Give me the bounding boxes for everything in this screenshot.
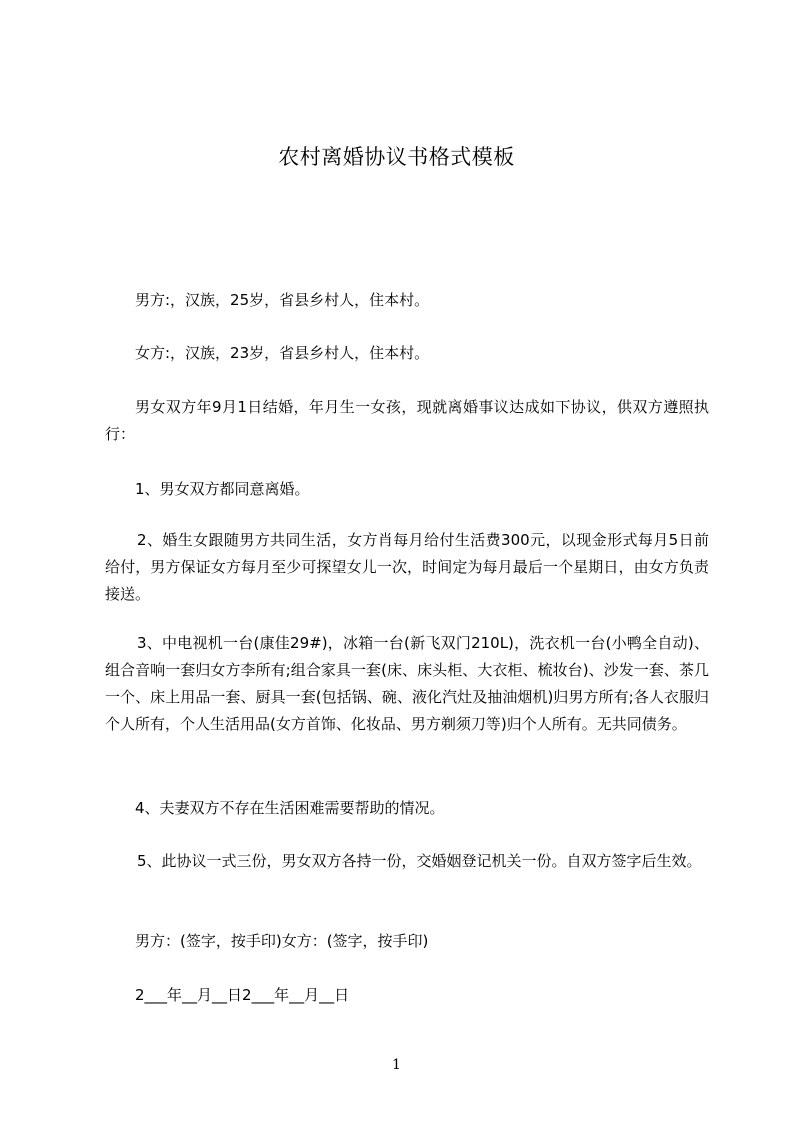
clause-4: 4、夫妻双方不存在生活困难需要帮助的情况。 bbox=[135, 799, 445, 817]
clause-3: 3、中电视机一台(康佳29#)，冰箱一台(新飞双门210L)，洗衣机一台(小鸭全自动)、组合音响一套归女方李所有;组合家具一套(床、床头柜、大衣柜、梳妆台)、沙发一套、茶几一个、床上用品一套、厨具一套(包括锅、碗、液化汽灶及抽油烟机)归男方所有;各人衣服归个人所有，个人生活用品(女方首饰、化妆品、男方剃须刀等)归个人所有。无共同债务。 bbox=[105, 634, 709, 733]
clause-2: 2、婚生女跟随男方共同生活，女方肖每月给付生活费300元，以现金形式每月5日前给付，男方保证女方每月至少可探望女儿一次，时间定为每月最后一个星期日，由女方负责接送。 bbox=[105, 531, 709, 603]
page-number: 1 bbox=[392, 1057, 401, 1073]
clause-5: 5、此协议一式三份，男女双方各持一份，交婚姻登记机关一份。自双方签字后生效。 bbox=[137, 852, 702, 870]
document-title: 农村离婚协议书格式模板 bbox=[278, 145, 515, 169]
paragraph-intro: 男女双方年9月1日结婚，年月生一女孩，现就离婚事议达成如下协议，供双方遵照执行： bbox=[105, 398, 709, 443]
clause-1: 1、男女双方都同意离婚。 bbox=[135, 480, 310, 498]
signature-line: 男方：(签字，按手印)女方：(签字，按手印) bbox=[135, 932, 429, 950]
paragraph-male-party: 男方:，汉族，25岁，省县乡村人，住本村。 bbox=[135, 291, 430, 309]
date-line: 2___年__月__日2___年__月__日 bbox=[135, 986, 350, 1004]
paragraph-female-party: 女方:，汉族，23岁，省县乡村人，住本村。 bbox=[135, 344, 430, 362]
